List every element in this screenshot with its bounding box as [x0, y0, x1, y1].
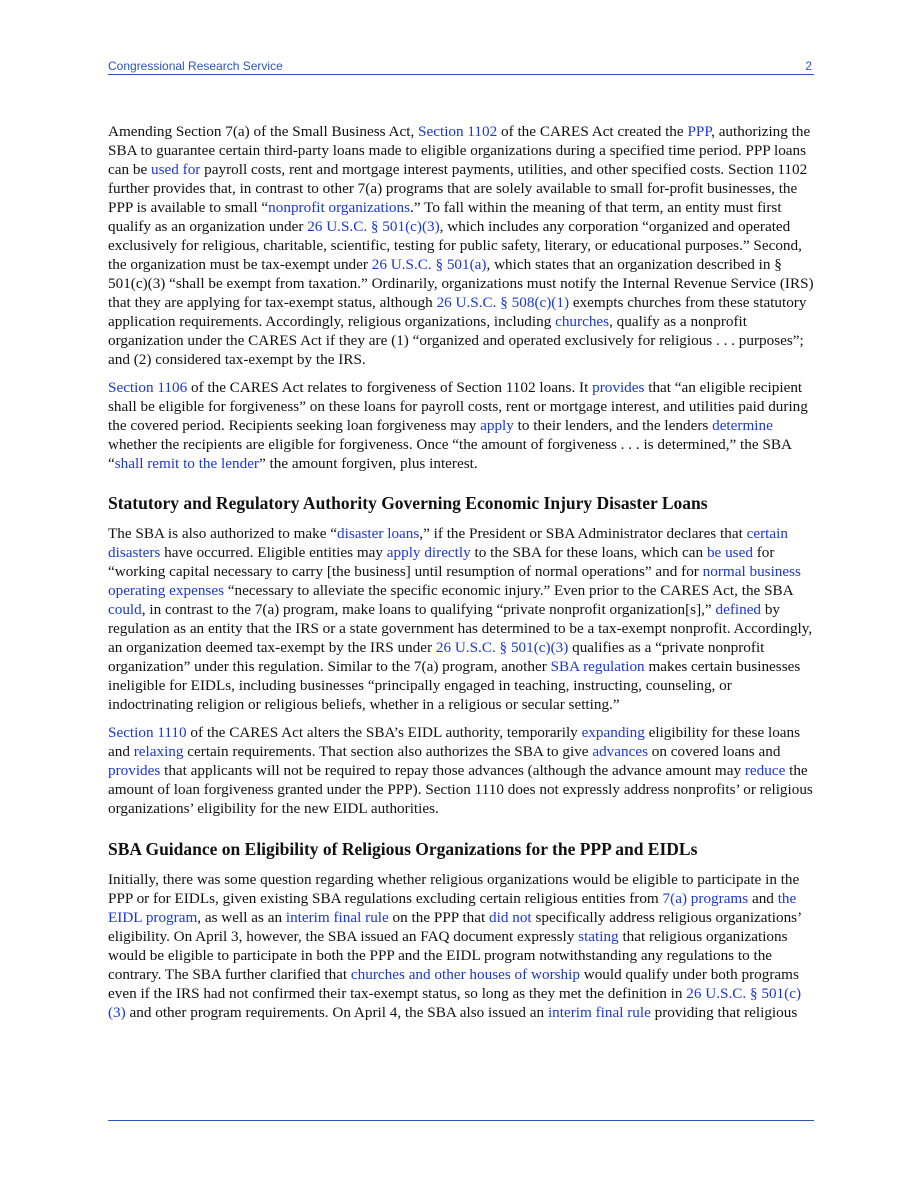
- link-could[interactable]: could: [108, 601, 142, 618]
- link-churches-and-other-houses-of-worship[interactable]: churches and other houses of worship: [350, 966, 580, 983]
- link-26-usc-501c3-eidl[interactable]: 26 U.S.C. § 501(c)(3): [435, 639, 569, 656]
- link-apply-directly[interactable]: apply directly: [386, 544, 471, 561]
- link-7a-programs[interactable]: 7(a) programs: [662, 890, 749, 907]
- link-churches[interactable]: churches: [555, 313, 610, 330]
- link-shall-remit-to-the-lender[interactable]: shall remit to the lender: [114, 455, 259, 472]
- link-stating[interactable]: stating: [578, 928, 619, 945]
- header-source: Congressional Research Service: [108, 59, 283, 73]
- section-heading-sba-guidance: SBA Guidance on Eligibility of Religious Organizations for the PPP and EIDLs: [108, 839, 698, 859]
- paragraph-section-1110: Section 1110 of the CARES Act alters the SBA’s EIDL authority, temporarily expanding eligibility for these loans and relaxing certain requirements. That section also authorizes the SBA to give advances on covered loans and provides that applicants will not be required to repay those advances (although the advance amount may reduce the amount of loan forgiveness granted under the PPP). Section 1110 does not expressly address nonprofits’ or religious organizations’ eligibility for the new EIDL authorities.: [108, 724, 813, 817]
- link-the-eidl-program[interactable]: the EIDL program: [108, 890, 797, 926]
- link-determine[interactable]: determine: [712, 417, 773, 434]
- link-26-usc-508c1[interactable]: 26 U.S.C. § 508(c)(1): [436, 294, 570, 311]
- document-body: [108, 122, 816, 1031]
- paragraph-sba-guidance: Initially, there was some question regarding whether religious organizations would be eligible to participate in the PPP or for EIDLs, given existing SBA regulations excluding certain religious entities from 7(a) programs and the EIDL program, as well as an interim final rule on the PPP that did not specifically address religious organizations’ eligibility. On April 3, however, the SBA issued an FAQ document expressly stating that religious organizations would be eligible to participate in both the PPP and the EIDL program notwithstanding any regulations to the contrary. The SBA further clarified that churches and other houses of worship would qualify under both programs even if the IRS had not confirmed their tax-exempt status, so long as they met the definition in 26 U.S.C. § 501(c)(3) and other program requirements. On April 4, the SBA also issued an interim final rule providing that religious: [108, 871, 802, 1021]
- link-provides[interactable]: provides: [592, 379, 645, 396]
- link-26-usc-501c3[interactable]: 26 U.S.C. § 501(c)(3): [307, 218, 440, 235]
- header-page-number: 2: [805, 59, 812, 73]
- link-26-usc-501a[interactable]: 26 U.S.C. § 501(a): [371, 256, 487, 273]
- link-apply[interactable]: apply: [480, 417, 514, 434]
- link-certain-disasters[interactable]: certain disasters: [108, 525, 788, 561]
- page-header: [108, 57, 814, 75]
- link-reduce[interactable]: reduce: [744, 762, 786, 779]
- link-section-1102[interactable]: Section 1102: [418, 123, 498, 140]
- link-normal-business-operating-expenses[interactable]: normal business operating expenses: [108, 563, 801, 599]
- link-provides-advances[interactable]: provides: [108, 762, 161, 779]
- header-rule: [108, 74, 814, 75]
- link-26-usc-501c3-guidance[interactable]: 26 U.S.C. § 501(c)(3): [108, 985, 802, 1021]
- link-did-not[interactable]: did not: [489, 909, 532, 926]
- link-section-1106[interactable]: Section 1106: [108, 379, 188, 396]
- link-advances[interactable]: advances: [592, 743, 648, 760]
- link-ppp[interactable]: PPP: [687, 123, 712, 140]
- link-nonprofit-organizations[interactable]: nonprofit organizations: [268, 199, 411, 216]
- paragraph-loan-forgiveness: Section 1106 of the CARES Act relates to forgiveness of Section 1102 loans. It provides that “an eligible recipient shall be eligible for forgiveness” on these loans for payroll costs, rent or mortgage interest, and utilities paid during the covered period. Recipients seeking loan forgiveness may apply to their lenders, and the lenders determine whether the recipients are eligible for forgiveness. Once “the amount of forgiveness . . . is determined,” the SBA “shall remit to the lender” the amount forgiven, plus interest.: [108, 379, 808, 472]
- link-be-used[interactable]: be used: [706, 544, 753, 561]
- link-relaxing[interactable]: relaxing: [133, 743, 184, 760]
- link-interim-final-rule-ppp[interactable]: interim final rule: [285, 909, 389, 926]
- footer-rule: [108, 1120, 814, 1121]
- link-expanding[interactable]: expanding: [581, 724, 645, 741]
- link-defined[interactable]: defined: [715, 601, 762, 618]
- link-used-for[interactable]: used for: [151, 161, 201, 178]
- link-sba-regulation[interactable]: SBA regulation: [550, 658, 645, 675]
- paragraph-eidl-authority: The SBA is also authorized to make “disaster loans,” if the President or SBA Administrator declares that certain disasters have occurred. Eligible entities may apply directly to the SBA for these loans, which can be used for “working capital necessary to carry [the business] until resumption of normal operations” and for normal business operating expenses “necessary to alleviate the specific economic injury.” Even prior to the CARES Act, the SBA could, in contrast to the 7(a) program, make loans to qualifying “private nonprofit organization[s],” defined by regulation as an entity that the IRS or a state government has determined to be a tax-exempt nonprofit. Accordingly, an organization deemed tax-exempt by the IRS under 26 U.S.C. § 501(c)(3) qualifies as a “private nonprofit organization” under this regulation. Similar to the 7(a) program, another SBA regulation makes certain businesses ineligible for EIDLs, including businesses “principally engaged in teaching, instructing, counseling, or indoctrinating religion or religious beliefs, whether in a religious or secular setting.”: [108, 525, 813, 713]
- link-section-1110[interactable]: Section 1110: [108, 724, 187, 741]
- section-heading-eidl-authority: Statutory and Regulatory Authority Governing Economic Injury Disaster Loans: [108, 493, 708, 513]
- paragraph-ppp-overview: Amending Section 7(a) of the Small Business Act, Section 1102 of the CARES Act created the PPP, authorizing the SBA to guarantee certain third-party loans made to eligible organizations during a specified time period. PPP loans can be used for payroll costs, rent and mortgage interest payments, utilities, and other specified costs. Section 1102 further provides that, in contrast to other 7(a) programs that are solely available to small for-profit businesses, the PPP is available to small “nonprofit organizations.” To fall within the meaning of that term, an entity must first qualify as an organization under 26 U.S.C. § 501(c)(3), which includes any corporation “organized and operated exclusively for religious, charitable, scientific, testing for public safety, literary, or educational purposes.” Second, the organization must be tax-exempt under 26 U.S.C. § 501(a), which states that an organization described in § 501(c)(3) “shall be exempt from taxation.” Ordinarily, organizations must notify the Internal Revenue Service (IRS) that they are applying for tax-exempt status, although 26 U.S.C. § 508(c)(1) exempts churches from these statutory application requirements. Accordingly, religious organizations, including churches, qualify as a nonprofit organization under the CARES Act if they are (1) “organized and operated exclusively for religious . . . purposes”; and (2) considered tax-exempt by the IRS.: [108, 123, 814, 368]
- link-disaster-loans[interactable]: disaster loans: [337, 525, 420, 542]
- link-interim-final-rule-april4[interactable]: interim final rule: [547, 1004, 651, 1021]
